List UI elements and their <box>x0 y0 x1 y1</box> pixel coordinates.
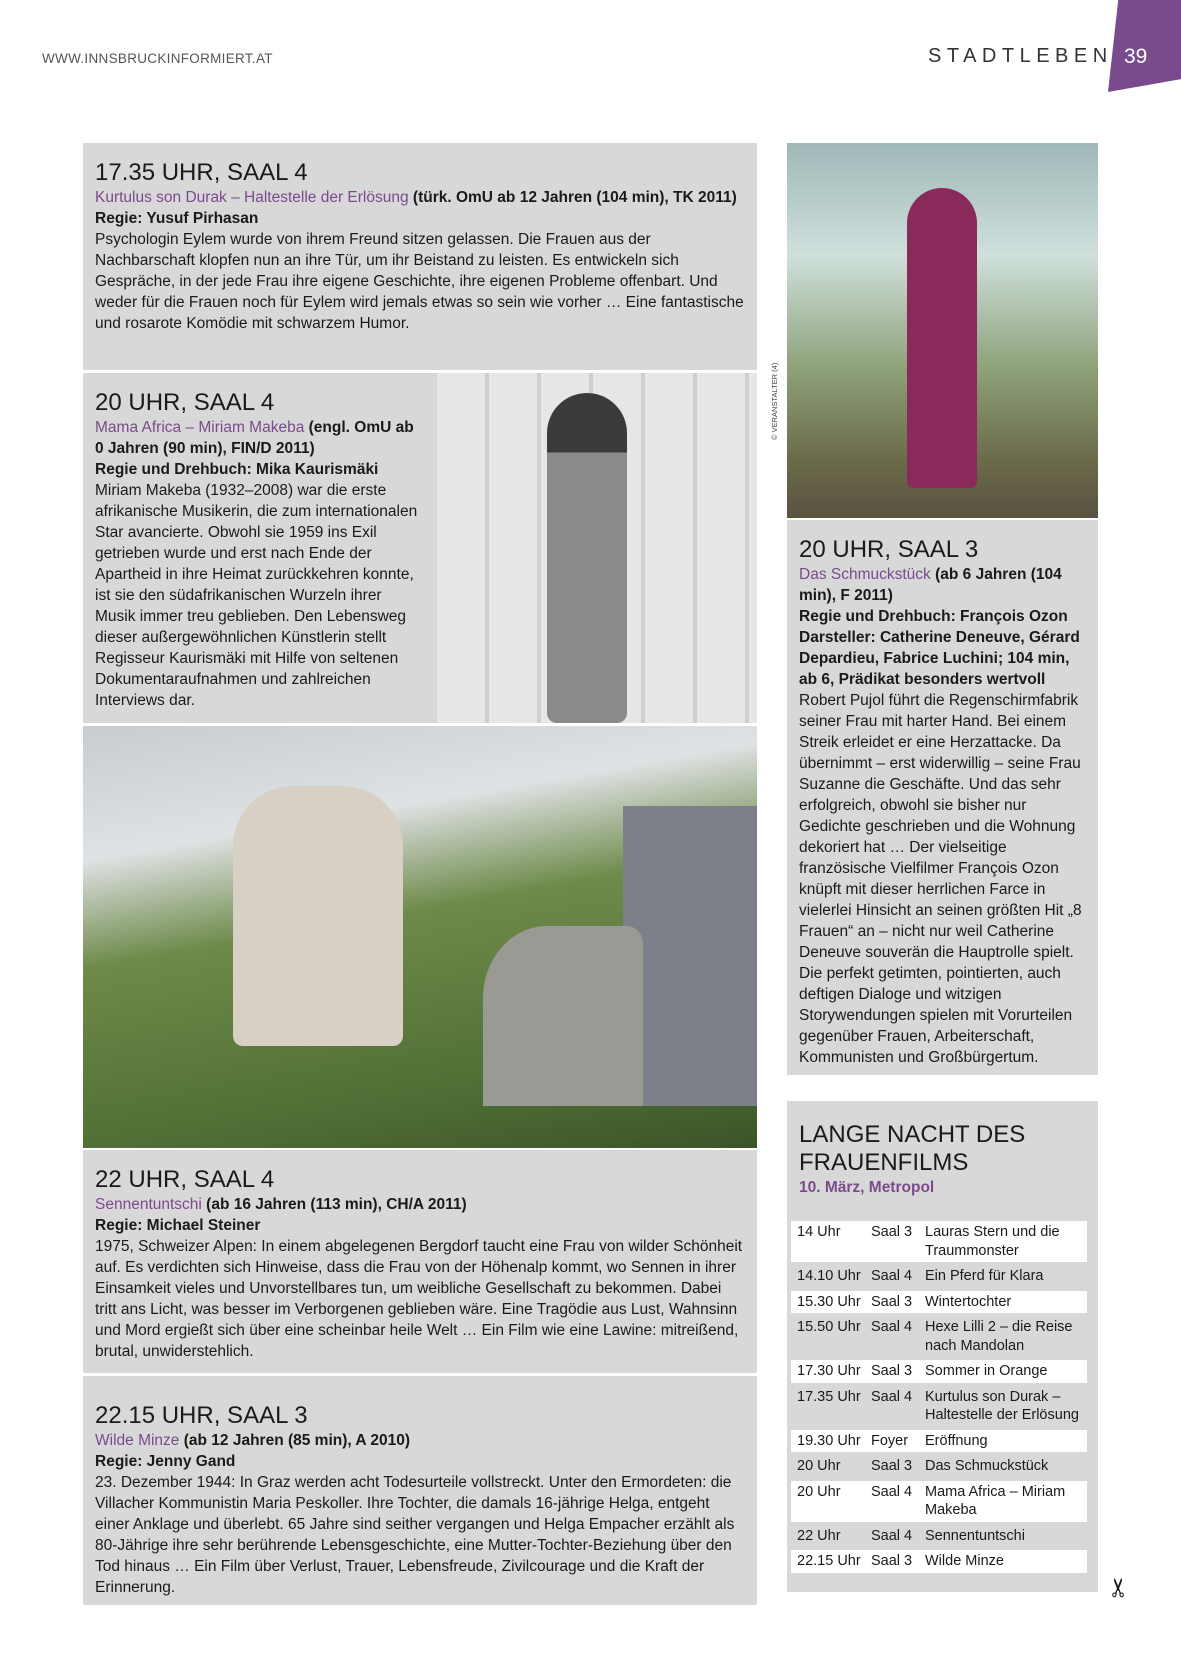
schedule-row <box>791 1316 1087 1357</box>
film-title: Sennentuntschi <box>95 1196 202 1213</box>
film-info: (engl. OmU ab 0 Jahren (90 min), FIN/D 2011) <box>95 419 414 457</box>
schedule-time: 19.30 Uhr <box>791 1430 867 1453</box>
schedule-film: Ein Pferd für Klara <box>925 1268 1044 1284</box>
schedule-room: Saal 4 <box>871 1319 913 1335</box>
schedule-row <box>791 1291 1087 1314</box>
schedule-room: Foyer <box>867 1430 921 1453</box>
event-heading: 17.35 UHR, SAAL 4 <box>95 159 308 186</box>
film-info: (ab 6 Jahren (104 min), F 2011) <box>799 566 1062 604</box>
schedule-row <box>791 1265 1087 1288</box>
schedule-row <box>791 1550 1087 1573</box>
film-info: (ab 12 Jahren (85 min), A 2010) <box>179 1432 410 1449</box>
schedule-time: 20 Uhr <box>791 1481 867 1522</box>
schedule-row <box>791 1360 1087 1383</box>
film-credits: Regie: Michael Steiner <box>95 1217 261 1234</box>
schedule-room: Saal 4 <box>871 1268 913 1284</box>
film-description: Miriam Makeba (1932–2008) war die erste afrikanische Musikerin, die zum internationalen Star avancierte. Obwohl sie 1959 ins Exil getrieben wurde und erst nach Ende der Apartheid in ihre Heimat zurückkehren konnte, ist sie den südafrikanischen Wurzeln ihrer Musik immer treu geblieben. Den Lebensweg dieser außergewöhnlichen Künstlerin stellt Regisseur Kaurismäki mit Hilfe von seltenen Dokumentaraufnahmen und zahlreichen Interviews dar. <box>95 482 418 709</box>
film-description: Psychologin Eylem wurde von ihrem Freund sitzen gelassen. Die Frauen aus der Nachbarschaft klopfen nun an ihre Tür, um ihr Beistand zu leisten. Es entwickeln sich Gespräche, in der jede Frau ihre eigene Geschichte, ihre eigenen Probleme offenbart. Und weder für die Frauen noch für Eylem wird jemals etwas so sein wie vorher … Eine fantastische und rosarote Komödie mit schwarzem Humor. <box>95 231 744 332</box>
schedule-row <box>791 1221 1087 1262</box>
event-schmuckstueck <box>787 520 1098 1075</box>
schedule-subtitle: 10. März, Metropol <box>799 1179 935 1196</box>
photo-miriam-makeba <box>437 373 757 723</box>
film-title: Kurtulus son Durak – Haltestelle der Erlösung <box>95 189 409 206</box>
scissors-icon: ✂ <box>1103 1576 1134 1599</box>
schedule-row <box>791 1455 1087 1478</box>
schedule-time: 17.30 Uhr <box>791 1360 867 1383</box>
event-kurtulus <box>83 143 757 370</box>
schedule-film: Das Schmuckstück <box>925 1458 1049 1474</box>
schedule-time: 20 Uhr <box>797 1458 841 1474</box>
schedule-room: Saal 3 <box>867 1291 921 1314</box>
schedule-room: Saal 3 <box>867 1221 921 1262</box>
schedule-time: 15.50 Uhr <box>797 1319 861 1335</box>
event-mama-africa <box>83 373 437 723</box>
schedule-box <box>787 1101 1098 1592</box>
schedule-film: Sommer in Orange <box>921 1360 1087 1383</box>
website-url: WWW.INNSBRUCKINFORMIERT.AT <box>42 51 273 66</box>
event-sennentuntschi <box>83 1150 757 1373</box>
schedule-time: 17.35 Uhr <box>797 1388 861 1405</box>
section-title: STADTLEBEN <box>928 45 1113 67</box>
event-heading: 22.15 UHR, SAAL 3 <box>95 1402 308 1429</box>
film-title: Mama Africa – Miriam Makeba <box>95 419 305 436</box>
schedule-title-line: FRAUENFILMS <box>799 1149 969 1176</box>
page-number: 39 <box>1124 45 1148 68</box>
event-wilde-minze <box>83 1376 757 1605</box>
photo-schmuckstueck <box>787 143 1098 518</box>
schedule-room: Saal 3 <box>867 1550 921 1573</box>
film-credits: Regie und Drehbuch: François Ozon <box>799 608 1068 625</box>
schedule-film: Hexe Lilli 2 – die Reise nach Mandolan <box>925 1319 1073 1354</box>
schedule-film: Wintertochter <box>921 1291 1087 1314</box>
schedule-time: 14.10 Uhr <box>797 1268 861 1284</box>
photo-credit: © VERANSTALTER (4) <box>770 362 779 440</box>
photo-sennentuntschi <box>83 726 757 1148</box>
schedule-time: 15.30 Uhr <box>791 1291 867 1314</box>
event-heading: 22 UHR, SAAL 4 <box>95 1166 275 1193</box>
film-credits: Regie und Drehbuch: Mika Kaurismäki <box>95 461 379 478</box>
schedule-table <box>791 1218 1087 1576</box>
schedule-film: Eröffnung <box>921 1430 1087 1453</box>
schedule-time: 22.15 Uhr <box>791 1550 867 1573</box>
schedule-film: Wilde Minze <box>921 1550 1087 1573</box>
schedule-room: Saal 4 <box>871 1527 913 1544</box>
schedule-room: Saal 4 <box>867 1481 921 1522</box>
schedule-title <box>799 1121 1094 1177</box>
film-title: Wilde Minze <box>95 1432 180 1449</box>
schedule-film: Lauras Stern und die Traummonster <box>921 1221 1087 1262</box>
schedule-film: Kurtulus son Durak – Haltestelle der Erlösung <box>925 1388 1079 1423</box>
schedule-room: Saal 3 <box>871 1458 913 1474</box>
film-credits: Regie: Jenny Gand <box>95 1453 236 1470</box>
schedule-time: 14 Uhr <box>791 1221 867 1262</box>
schedule-row <box>791 1430 1087 1453</box>
schedule-title-line: LANGE NACHT DES <box>799 1121 1026 1148</box>
schedule-time: 22 Uhr <box>797 1527 841 1544</box>
film-info: (türk. OmU ab 12 Jahren (104 min), TK 2011) <box>408 189 737 206</box>
film-title: Das Schmuckstück <box>799 566 931 583</box>
schedule-row <box>791 1525 1087 1548</box>
film-cast: Darsteller: Catherine Deneuve, Gérard Depardieu, Fabrice Luchini; 104 min, ab 6, Prädikat besonders wertvoll <box>799 629 1080 688</box>
film-credits: Regie: Yusuf Pirhasan <box>95 210 259 227</box>
schedule-row <box>791 1386 1087 1427</box>
film-description: 23. Dezember 1944: In Graz werden acht Todesurteile vollstreckt. Unter den Ermordeten: die Villacher Kommunistin Maria Peskoller. Ihre Tochter, die damals 16-jährige Helga, entgeht einer Anklage und überlebt. 65 Jahre sind seither vergangen und Helga Empacher erzählt als 80-Jährige ihre sehr berührende Lebensgeschichte, eine Mutter-Tochter-Beziehung über den Tod hinaus … Ein Film über Verlust, Trauer, Lebensfreude, Zivilcourage und die Kraft der Erinnerung. <box>95 1474 735 1596</box>
schedule-room: Saal 4 <box>871 1388 913 1405</box>
schedule-row <box>791 1481 1087 1522</box>
film-info: (ab 16 Jahren (113 min), CH/A 2011) <box>201 1196 467 1213</box>
event-heading: 20 UHR, SAAL 3 <box>799 536 979 563</box>
schedule-film: Mama Africa – Miriam Makeba <box>921 1481 1087 1522</box>
film-description: Robert Pujol führt die Regenschirmfabrik seiner Frau mit harter Hand. Bei einem Streik erleidet er eine Herzattacke. Da übernimmt – erst widerwillig – seine Frau Suzanne die Geschäfte. Und das sehr erfolgreich, obwohl sie bisher nur Gedichte geschrieben und die Wohnung dekoriert hat … Der vielseitige französische Vielfilmer François Ozon knüpft mit dieser herrlichen Farce in vielerlei Hinsicht an seinen größten Hit „8 Frauen“ an – nicht nur weil Catherine Deneuve souverän die Hauptrolle spielt. Die perfekt getimten, pointierten, auch deftigen Dialoge und witzigen Storywendungen spielen mit Vorurteilen gegenüber Frauen, Arbeiterschaft, Kommunisten und Großbürgertum. <box>799 692 1082 1066</box>
schedule-film: Sennentuntschi <box>925 1527 1025 1544</box>
schedule-room: Saal 3 <box>867 1360 921 1383</box>
film-description: 1975, Schweizer Alpen: In einem abgelegenen Bergdorf taucht eine Frau von wilder Schönheit auf. Es verdichten sich Hinweise, dass die Frau von der Höhenalp kommt, wo Sennen in ihrer Einsamkeit vieles und Unvorstellbares tun, um weibliche Gesellschaft zu bekommen. Dabei tritt ans Licht, was besser im Verborgenen geblieben wäre. Eine Tragödie aus Lust, Wahnsinn und Mord ergießt sich über eine scheinbar heile Welt … Ein Film wie eine Lawine: mitreißend, brutal, unwiderstehlich. <box>95 1238 743 1360</box>
event-heading: 20 UHR, SAAL 4 <box>95 389 275 416</box>
